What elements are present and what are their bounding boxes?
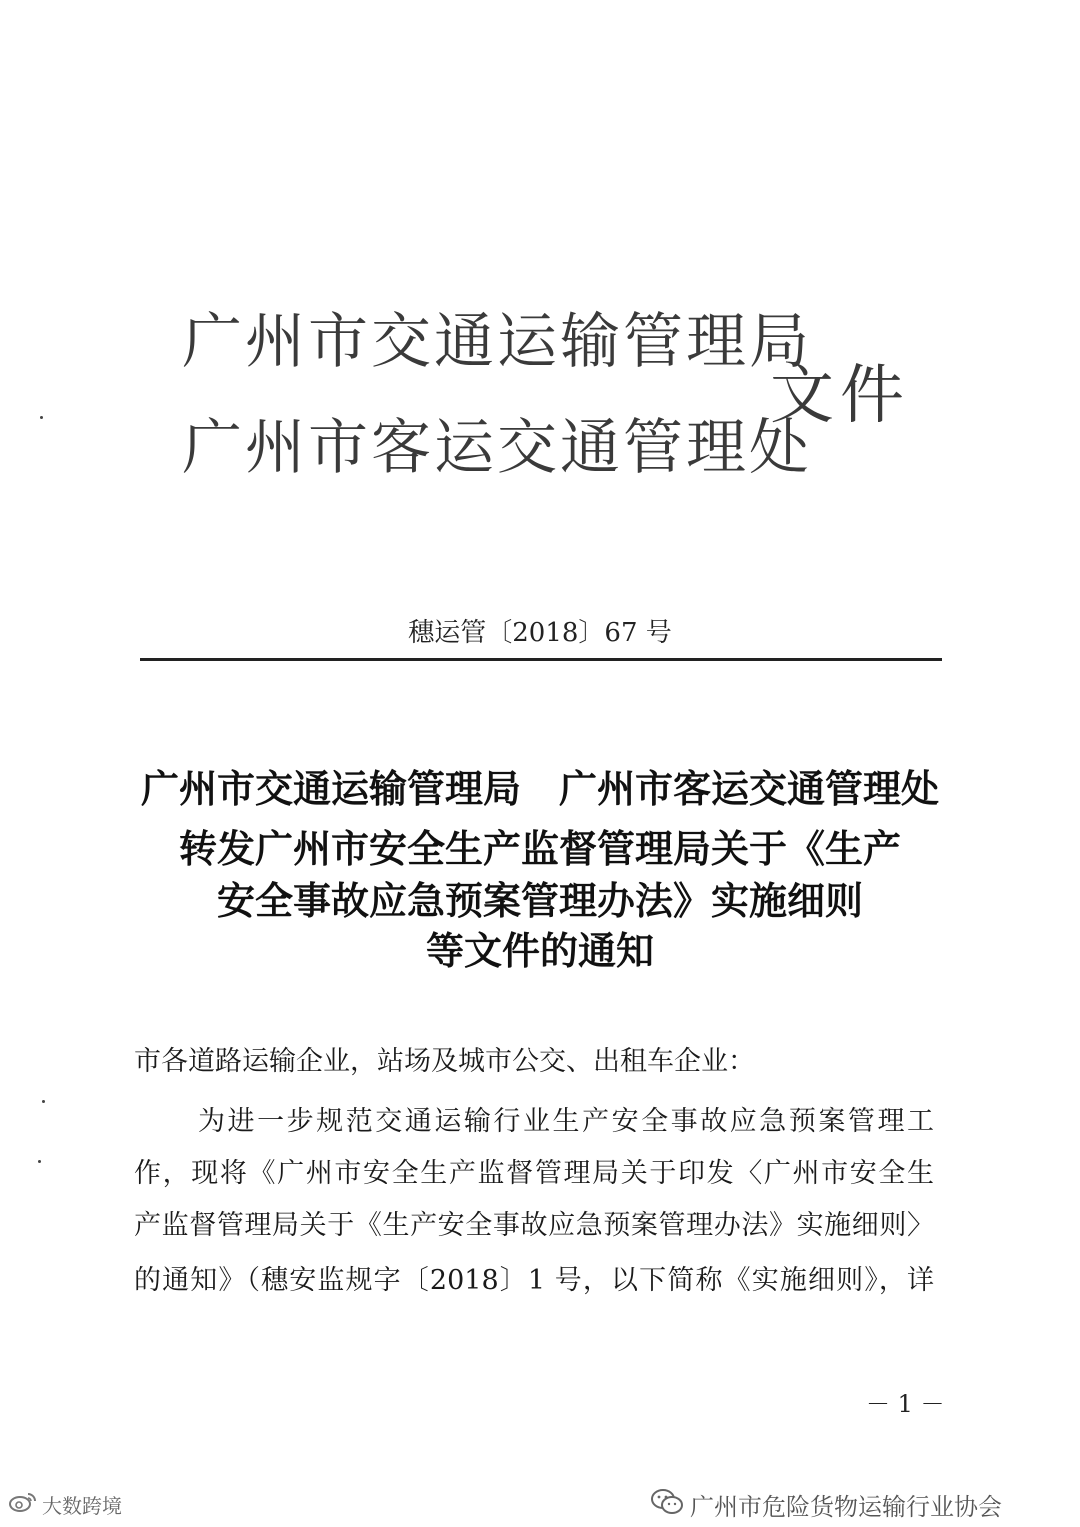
weibo-icon — [8, 1490, 38, 1519]
watermark-account-name: 广州市危险货物运输行业协会 — [690, 1493, 1002, 1521]
scan-speck — [38, 1160, 41, 1163]
salutation: 市各道路运输企业，站场及城市公交、出租车企业： — [134, 1046, 755, 1077]
watermark-wechat — [650, 1487, 1002, 1522]
body-line-1: 为进一步规范交通运输行业生产安全事故应急预案管理工 — [198, 1106, 934, 1137]
document-label: 文件 — [770, 359, 910, 433]
scan-speck — [40, 416, 43, 419]
scan-speck — [42, 1100, 45, 1103]
issuing-agency-1: 广州市交通运输管理局 — [182, 307, 812, 377]
body-line-2: 作，现将《广州市安全生产监督管理局关于印发〈广州市安全生 — [134, 1158, 934, 1189]
title-line-3: 安全事故应急预案管理办法》实施细则 — [216, 878, 863, 923]
header-divider — [140, 658, 942, 661]
wechat-icon — [650, 1488, 684, 1522]
body-line-3: 产监督管理局关于《生产安全事故应急预案管理办法》实施细则〉 — [134, 1210, 934, 1241]
title-line-2: 转发广州市安全生产监督管理局关于《生产 — [178, 826, 901, 871]
title-line-1: 广州市交通运输管理局 广州市客运交通管理处 — [140, 766, 939, 811]
page-number: － 1 － — [866, 1390, 945, 1418]
document-number: 穗运管〔2018〕67 号 — [408, 618, 672, 648]
watermark-weibo — [8, 1490, 122, 1519]
body-line-4: 的通知》（穗安监规字〔2018〕1 号，以下简称《实施细则》，详 — [134, 1265, 934, 1296]
issuing-agency-2: 广州市客运交通管理处 — [182, 413, 812, 483]
title-line-4: 等文件的通知 — [425, 928, 654, 973]
watermark-source-name: 大数跨境 — [42, 1494, 122, 1518]
